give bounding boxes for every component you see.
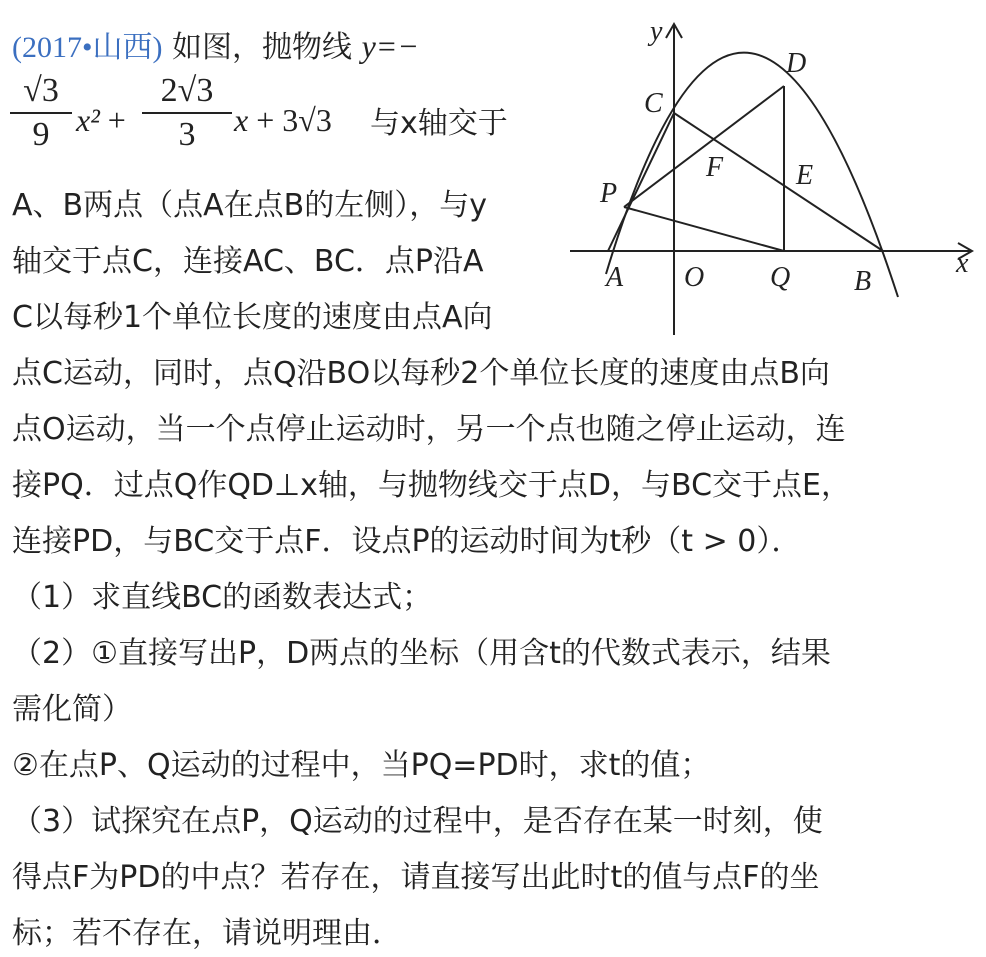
text-line-3: C以每秒1个单位长度的速度由点A向 xyxy=(12,300,493,335)
question-2-cont: 需化简） xyxy=(12,692,132,727)
equation-start: y=− xyxy=(361,28,419,64)
constant-term: + 3√3 xyxy=(256,102,332,138)
fraction-2sqrt3-over-3 xyxy=(142,72,232,154)
x-variable: x xyxy=(234,102,249,138)
intersect-text: 与x轴交于 xyxy=(370,106,508,141)
question-3-cont2: 标；若不存在，请说明理由． xyxy=(12,916,402,951)
label-A: A xyxy=(606,262,624,293)
label-y: y xyxy=(650,16,663,47)
term-x-squared xyxy=(76,102,126,139)
question-2: （2）①直接写出P，D两点的坐标（用含t的代数式表示，结果 xyxy=(12,636,831,671)
intro-text: 如图，抛物线 xyxy=(172,30,353,65)
label-F: F xyxy=(706,152,724,183)
fraction-denominator: 3 xyxy=(178,116,196,153)
fraction-numerator: √3 xyxy=(23,72,59,109)
text-line-4: 点C运动，同时，点Q沿BO以每秒2个单位长度的速度由点B向 xyxy=(12,356,830,391)
text-line-2: 轴交于点C，连接AC、BC．点P沿A xyxy=(12,244,484,279)
text-line-5: 点O运动，当一个点停止运动时，另一个点也随之停止运动，连 xyxy=(12,412,846,447)
label-Q: Q xyxy=(770,262,791,293)
label-x: x xyxy=(956,248,969,279)
label-B: B xyxy=(854,266,872,297)
fraction-bar xyxy=(142,112,232,114)
label-P: P xyxy=(600,178,618,209)
question-2-part2: ②在点P、Q运动的过程中，当PQ=PD时，求t的值； xyxy=(12,748,711,783)
label-D: D xyxy=(786,48,807,79)
label-O: O xyxy=(684,262,705,293)
x-squared: x² xyxy=(76,102,100,138)
fraction-bar xyxy=(10,112,72,114)
text-line-7: 连接PD，与BC交于点F．设点P的运动时间为t秒（t > 0）． xyxy=(12,524,802,559)
term-linear-constant xyxy=(234,102,332,139)
text-line-1: A、B两点（点A在点B的左侧），与y xyxy=(12,188,487,223)
fraction-denominator: 9 xyxy=(32,116,50,153)
problem-source: (2017•山西) xyxy=(12,31,163,64)
question-3-cont1: 得点F为PD的中点？若存在，请直接写出此时t的值与点F的坐 xyxy=(12,860,820,895)
problem-header xyxy=(12,26,419,68)
plus-sign: + xyxy=(107,102,126,138)
question-3: （3）试探究在点P，Q运动的过程中，是否存在某一时刻，使 xyxy=(12,804,823,839)
question-1: （1）求直线BC的函数表达式； xyxy=(12,580,433,615)
geometry-figure xyxy=(570,10,980,340)
segment-AC xyxy=(608,113,674,251)
label-C: C xyxy=(644,88,663,119)
text-line-6: 接PQ．过点Q作QD⊥x轴，与抛物线交于点D，与BC交于点E， xyxy=(12,468,851,503)
fraction-numerator: 2√3 xyxy=(160,72,214,109)
label-E: E xyxy=(796,160,814,191)
segment-PQ xyxy=(624,207,784,251)
fraction-sqrt3-over-9 xyxy=(10,72,72,154)
